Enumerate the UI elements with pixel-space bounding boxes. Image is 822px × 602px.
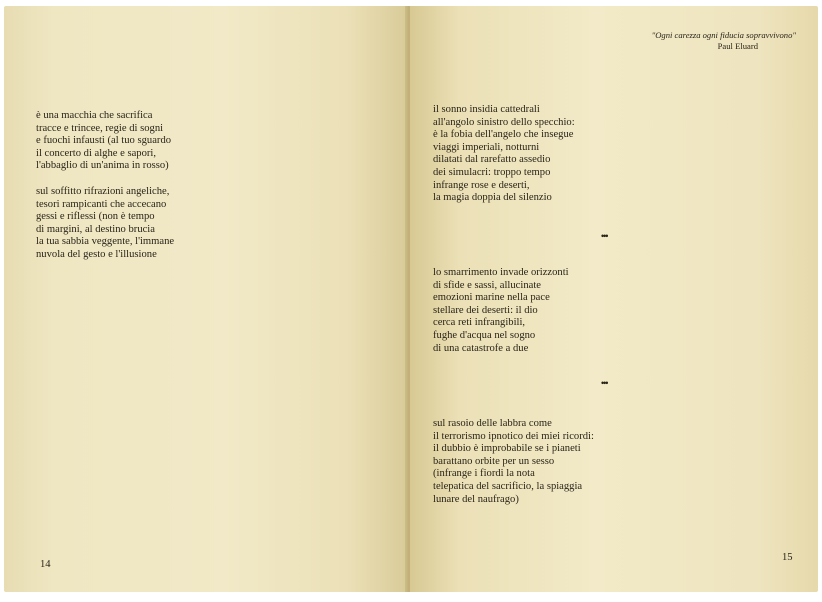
- poem-line: stellare dei deserti: il dio: [433, 304, 538, 316]
- poem-line: il terrorismo ipnotico dei miei ricordi:: [433, 430, 594, 442]
- poem-line: dilatati dal rarefatto assedio: [433, 154, 551, 166]
- poem-line: di sfide e sassi, allucinate: [433, 279, 541, 291]
- poem-line: il sonno insidia cattedrali: [433, 104, 540, 115]
- poem-line: lunare del naufrago): [433, 493, 519, 505]
- poem-line: la magia doppia del silenzio: [433, 192, 552, 204]
- poem-line: fughe d'acqua nel sogno: [433, 329, 536, 341]
- poem-line: telepatica del sacrificio, la spiaggia: [433, 480, 583, 492]
- stanza-separator: •••: [601, 231, 608, 241]
- epigraph-quote: "Ogni carezza ogni fiducia sopravvivono": [651, 30, 796, 40]
- poem-line: sul soffitto rifrazioni angeliche,: [36, 186, 170, 197]
- left-page: [4, 6, 408, 592]
- poem-line: tesori rampicanti che accecano: [36, 198, 167, 210]
- poem-line: infrange rose e deserti,: [433, 179, 530, 191]
- poem-line: il dubbio è improbabile se i pianeti: [433, 443, 581, 455]
- poem-stanza: [433, 267, 569, 355]
- poem-line: emozioni marine nella pace: [433, 292, 550, 304]
- poem-line: dei simulacri: troppo tempo: [433, 166, 551, 178]
- poem-line: la tua sabbia veggente, l'immane: [36, 236, 175, 248]
- poem-line: viaggi imperiali, notturni: [433, 141, 540, 153]
- page-number: 14: [40, 559, 51, 570]
- poem-line: cerca reti infrangibili,: [433, 317, 526, 329]
- poem-line: il concerto di alghe e sapori,: [36, 147, 157, 159]
- right-page: [410, 6, 818, 592]
- poem-line: gessi e riflessi (non è tempo: [36, 211, 155, 223]
- poem-stanza: [433, 104, 575, 205]
- poem-line: tracce e trincee, regie di sogni: [36, 122, 164, 134]
- epigraph: [610, 30, 796, 52]
- poem-line: è la fobia dell'angelo che insegue: [433, 129, 574, 141]
- poem-line: (infrange i fiordi la nota: [433, 468, 535, 480]
- poem-stanza: [36, 186, 174, 262]
- poem-line: nuvola del gesto e l'illusione: [36, 248, 157, 260]
- poem-stanza: [36, 110, 171, 173]
- poem-line: lo smarrimento invade orizzonti: [433, 267, 569, 278]
- poem-line: barattano orbite per un sesso: [433, 455, 555, 467]
- stanza-separator: •••: [601, 378, 608, 388]
- poem-line: di una catastrofe a due: [433, 342, 529, 354]
- poem-stanza: [433, 418, 594, 506]
- poem-line: l'abbaglio di un'anima in rosso): [36, 160, 169, 172]
- epigraph-author: Paul Eluard: [717, 41, 758, 51]
- poem-line: e fuochi infausti (al tuo sguardo: [36, 135, 172, 147]
- poem-line: sul rasoio delle labbra come: [433, 418, 552, 429]
- page-number: 15: [782, 552, 793, 563]
- poem-line: di margini, al destino brucia: [36, 223, 155, 235]
- poem-line: all'angolo sinistro dello specchio:: [433, 116, 575, 128]
- poem-line: è una macchia che sacrifica: [36, 110, 153, 121]
